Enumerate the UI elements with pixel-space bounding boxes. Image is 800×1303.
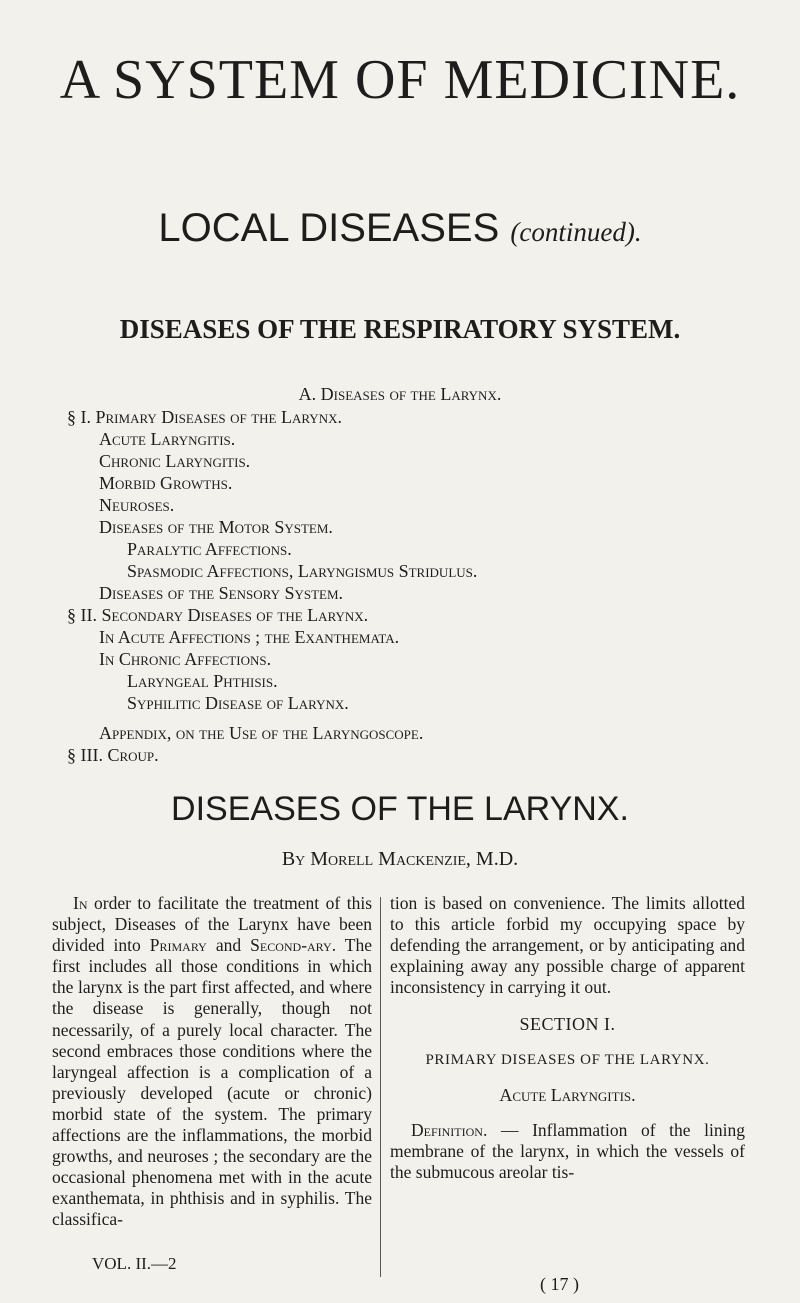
definition-paragraph <box>390 1120 745 1183</box>
volume-signature: VOL. II.—2 <box>92 1254 177 1273</box>
intro-text-a: order to facilitate the treatment of this subject, Diseases of the Larynx have been divided into <box>52 893 372 956</box>
toc-heading: A. Diseases of the Larynx. <box>298 384 502 404</box>
toc-line: Laryngeal Phthisis. <box>127 671 278 691</box>
book-title: A SYSTEM OF MEDICINE. <box>59 49 741 111</box>
toc-line: In Chronic Affections. <box>99 649 272 669</box>
definition-text: — Inflammation of the lining membrane of the larynx, in which the vessels of the submucous areolar tis- <box>390 1119 745 1182</box>
part-title-continued: (continued). <box>510 217 642 247</box>
right-column <box>390 893 745 1183</box>
intro-word: In <box>73 893 88 913</box>
toc-line: Chronic Laryngitis. <box>99 451 251 471</box>
toc-line: Neuroses. <box>99 495 175 515</box>
primary-term: Primary <box>149 935 207 956</box>
toc-line: Spasmodic Affections, Laryngismus Stridulus. <box>127 561 478 581</box>
toc-line: Appendix, on the Use of the Laryngoscope. <box>99 723 424 743</box>
continuation-paragraph: tion is based on convenience. The limits allotted to this article forbid my occupying space by defending the arrangement, or by anticipating and explaining away any possible charge of apparent inconsistency in carrying it out. <box>390 893 745 998</box>
toc-line: § III. Croup. <box>67 745 159 765</box>
toc-line: § I. Primary Diseases of the Larynx. <box>67 407 342 427</box>
secondary-term: Second-ary <box>250 935 332 956</box>
toc-line: Syphilitic Disease of Larynx. <box>127 693 349 713</box>
article-title: DISEASES OF THE LARYNX. <box>171 790 629 828</box>
system-title: DISEASES OF THE RESPIRATORY SYSTEM. <box>119 314 681 344</box>
intro-paragraph <box>52 893 372 1231</box>
column-divider <box>380 897 381 1277</box>
byline: By Morell Mackenzie, M.D. <box>281 848 519 870</box>
toc-line: Acute Laryngitis. <box>99 429 236 449</box>
toc-line: Diseases of the Sensory System. <box>99 583 344 603</box>
toc-line: In Acute Affections ; the Exanthemata. <box>99 627 400 647</box>
toc-line: Diseases of the Motor System. <box>99 517 333 537</box>
section-topic: Acute Laryngitis. <box>499 1084 636 1105</box>
part-title <box>0 205 800 255</box>
definition-label: Definition. <box>411 1119 488 1140</box>
toc-line: Morbid Growths. <box>99 473 233 493</box>
page-number: ( 17 ) <box>540 1274 579 1294</box>
toc-line: § II. Secondary Diseases of the Larynx. <box>67 605 369 625</box>
intro-text-b: . The first includes all those conditions in which the larynx is the part first affected, and where the disease is generally, though not necessarily, of a purely local character. The second embraces those conditions where the laryngeal affection is a complication of a previously developed (acute or chronic) morbid state of the system. The primary affections are the inflammations, the morbid growths, and neuroses ; the secondary are the occasional phenomena met with in the acute exanthemata, in phthisis and in syphilis. The classifica- <box>52 935 372 1230</box>
and-text: and <box>206 935 251 956</box>
section-heading: SECTION I. <box>519 1014 616 1035</box>
left-column <box>52 893 372 1231</box>
section-subheading: PRIMARY DISEASES OF THE LARYNX. <box>425 1051 710 1068</box>
toc-line: Paralytic Affections. <box>127 539 292 559</box>
part-title-main: LOCAL DISEASES <box>158 206 500 250</box>
